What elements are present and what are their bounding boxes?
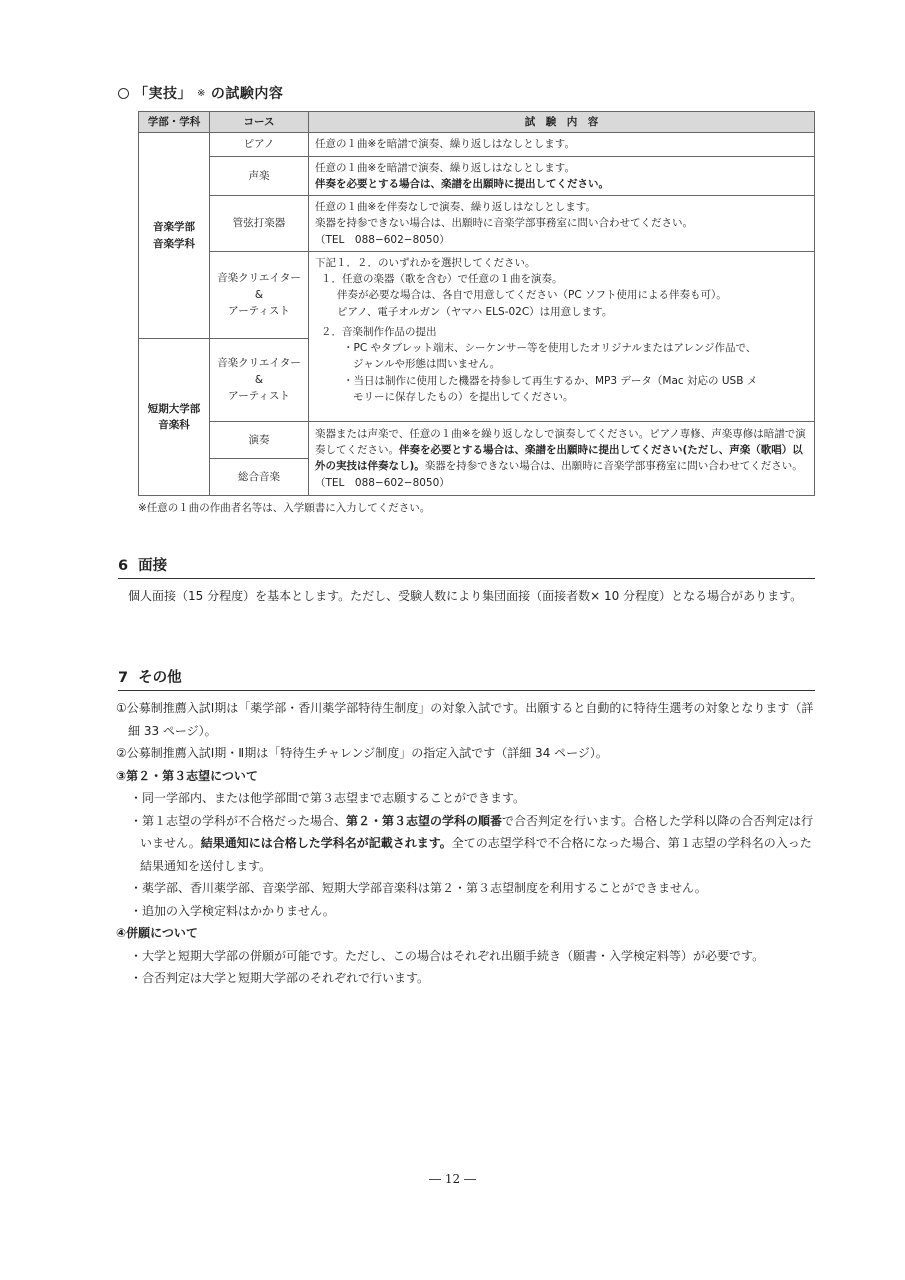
content-ensou [309,421,815,495]
table-row-ensou [139,421,815,458]
section-6-heading [118,554,815,579]
course-ensou: 演奏 [210,421,309,458]
content-vocal [309,156,815,196]
bullet-item: ・追加の入学検定料はかかりません。 [130,903,335,918]
list-item: ②公募制推薦入試Ⅰ期・Ⅱ期は「特待生チャレンジ制度」の指定入試です（詳細 34 ページ）。 [116,746,608,760]
dept-music: 音楽学部 音楽学科 [139,133,210,339]
table-row-creator-music [139,251,815,338]
list-item-title: ③第２・第３志望について [116,768,258,783]
text-bold: 結果通知には合格した学科名が記載されます。 [200,836,452,850]
content-line: 任意の１曲※を暗譜で演奏、繰り返しはなしとします。 [315,138,575,151]
heading-mark: ※ [197,87,206,99]
content-creator [309,251,815,421]
section-title: その他 [138,670,182,686]
content-text-bold: 伴奏を必要とする場合は、楽譜を出願時に提出してください(ただし、声楽（歌唱）以外の実技は伴奏なし)。 [315,444,803,473]
content-winds [309,196,815,252]
course-winds: 管弦打楽器 [210,196,309,252]
content-line: モリーに保存したもの）を提出してください。 [353,390,574,403]
heading-text-post: の試験内容 [210,86,284,102]
bullet-item: ・同一学部内、または他学部間で第３志望まで志願することができます。 [130,791,526,805]
section-number: 7 [118,670,129,686]
course-vocal: 声楽 [210,156,309,196]
content-text: 楽器または声楽で、任意の１曲※を繰り返しなしで演奏してください。ピアノ専修、声楽専修は暗譜で演奏してください。 [315,427,806,457]
bullet-item: ・薬学部、香川薬学部、音楽学部、短期大学部音楽科は第２・第３志望制度を利用することができません。 [130,881,707,895]
header-course: コース [210,112,309,133]
content-line: 楽器を持参できない場合は、出願時に音楽学部事務室に問い合わせてください。 [315,217,693,230]
content-text: 楽器を持参できない場合は、出願時に音楽学部事務室に問い合わせてください。（TEL 088−602−8050） [315,460,803,489]
section-7-body [116,697,818,990]
section-number: 6 [118,558,129,574]
course-piano: ピアノ [210,133,309,156]
course-sougou: 総合音楽 [210,458,309,495]
table-row-vocal [139,156,815,196]
content-line: 伴奏が必要な場合は、各自で用意してください（PC ソフト使用による伴奏も可）。 [337,289,727,302]
table-header-row [139,112,815,133]
circle-bullet-icon [118,88,129,99]
bullet-item: ・合否判定は大学と短期大学部のそれぞれで行います。 [130,971,430,985]
paragraph: 個人面接（15 分程度）を基本とします。ただし、受験人数により集団面接（面接者数× 10 分程度）となる場合があります。 [128,589,803,603]
text: ・第１志望の学科が不合格だった場合、 [130,813,347,828]
bullet-item [116,810,818,878]
text: 全ての志望学科で不合格になった場合、第１志望の学科名の入った結果通知を送付します。 [140,836,812,873]
section-title: 面接 [138,558,168,574]
jitsugi-section-heading [118,83,283,103]
header-dept: 学部・学科 [139,112,210,133]
content-line: 任意の１曲※を暗譜で演奏、繰り返しはなしとします。 [315,161,575,174]
content-line: ２．音楽制作作品の提出 [321,325,437,338]
content-line: ピアノ、電子オルガン（ヤマハ ELS-02C）は用意します。 [337,305,613,318]
bullet-item: ・大学と短期大学部の併願が可能です。ただし、この場合はそれぞれ出願手続き（願書・入学検定料等）が必要です。 [130,948,765,963]
section-6-body [116,585,818,608]
content-line: ・PC やタブレット端末、シーケンサー等を使用したオリジナルまたはアレンジ作品で、 [343,342,757,355]
text: で合否判定を行います。合格した学科以降の合否判定は行いません。 [140,813,814,850]
dept-junior: 短期大学部 音楽科 [139,338,210,495]
page-number: ― 12 ― [429,1172,476,1186]
content-line-bold: 伴奏を必要とする場合は、楽譜を出願時に提出してください。 [315,177,609,190]
course-creator-music: 音楽クリエイター & アーティスト [210,251,309,338]
header-content: 試 験 内 容 [309,112,815,133]
course-creator-junior: 音楽クリエイター & アーティスト [210,338,309,421]
content-line: （TEL 088−602−8050） [315,233,450,246]
content-line: ジャンルや形態は問いません。 [353,358,501,371]
table-row-winds [139,196,815,252]
exam-content-table [138,111,815,496]
content-line: 任意の１曲※を伴奏なしで演奏、繰り返しはなしとします。 [315,201,596,214]
content-line: １．任意の楽器（歌を含む）で任意の１曲を演奏。 [321,273,563,286]
table-row-piano [139,133,815,156]
content-piano [309,133,815,156]
list-item: ①公募制推薦入試Ⅰ期は「薬学部・香川薬学部特待生制度」の対象入試です。出願すると自動的に特待生選考の対象となります（詳細 33 ページ）。 [116,701,814,738]
content-line: ・当日は制作に使用した機器を持参して再生するか、MP3 データ（Mac 対応の USB メ [343,374,758,387]
section-7-heading [118,666,815,691]
content-line: 下記１．２．のいずれかを選択してください。 [315,256,536,269]
list-item-title: ④併願について [116,926,198,940]
heading-text-pre: 「実技」 [134,86,192,102]
text-bold: 第２・第３志望の学科の順番 [346,813,503,828]
table-footnote: ※任意の１曲の作曲者名等は、入学願書に入力してください。 [138,502,431,514]
